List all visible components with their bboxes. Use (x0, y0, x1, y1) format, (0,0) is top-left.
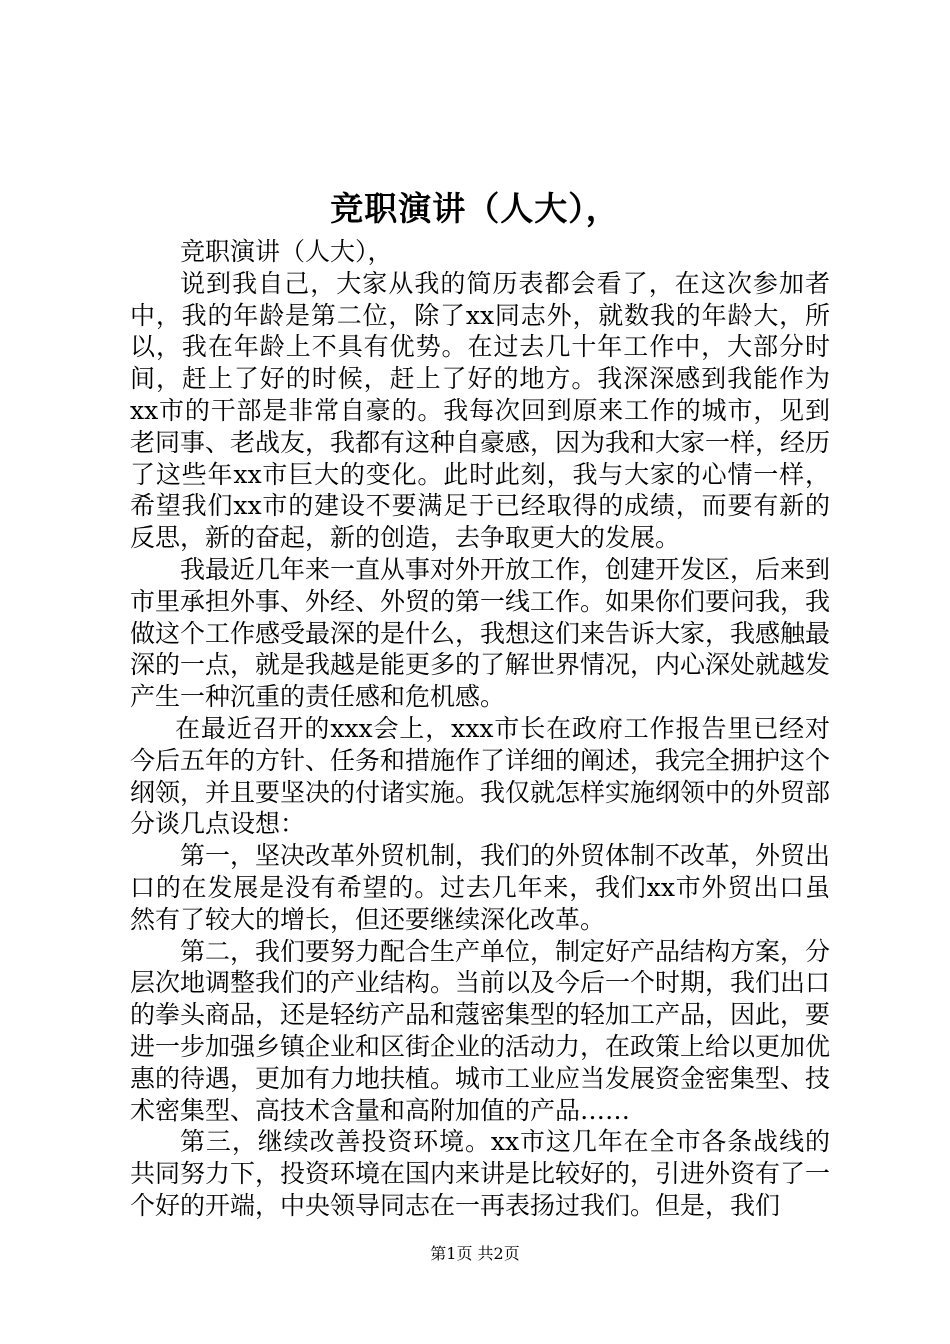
paragraph-heading: 竞职演讲（人大）， (180, 237, 393, 266)
paragraph-work-experience: 我最近几年来一直从事对外开放工作，创建开发区，后来到市里承担外事、外经、外贸的第一线工作。如果你们要问我，我做这个工作感受最深的是什么，我想这们来告诉大家，我感触最深的一点，就是我越是能更多的了解世界情况，内心深处就越发产生一种沉重的责任感和危机感。 (130, 554, 831, 712)
paragraph-plan-intro: 在最近召开的xxx会上，xxx市长在政府工作报告里已经对今后五年的方针、任务和措施作了详细的阐述，我完全拥护这个纲领，并且要坚决的付诸实施。我仅就怎样实施纲领中的外贸部分谈几点设想： (130, 713, 831, 839)
document-body (130, 236, 830, 1222)
paragraph-point-three: 第三，继续改善投资环境。xx市这几年在全市各条战线的共同努力下，投资环境在国内来讲是比较好的，引进外资有了一个好的开端，中央领导同志在一再表扬过我们。但是，我们 (130, 1127, 831, 1220)
paragraph-point-two: 第二，我们要努力配合生产单位，制定好产品结构方案，分层次地调整我们的产业结构。当前以及今后一个时期，我们出口的拳头商品，还是轻纺产品和蔻密集型的轻加工产品，因此，要进一步加强乡镇企业和区街企业的活动力，在政策上给以更加优惠的待遇，更加有力地扶植。城市工业应当发展资金密集型、技术密集型、高技术含量和高附加值的产品…… (130, 936, 831, 1125)
document-title: 竞职演讲（人大）， (330, 189, 620, 228)
page-footer: 第1页 共2页 (430, 1244, 520, 1263)
paragraph-self-intro: 说到我自己，大家从我的简历表都会看了，在这次参加者中，我的年龄是第二位，除了xx同志外，就数我的年龄大，所以，我在年龄上不具有优势。在过去几十年工作中，大部分时间，赶上了好的时候，赶上了好的地方。我深深感到我能作为xx市的干部是非常自豪的。我每次回到原来工作的城市，见到老同事、老战友，我都有这种自豪感，因为我和大家一样，经历了这些年xx市巨大的变化。此时此刻，我与大家的心情一样，希望我们xx市的建设不要满足于已经取得的成绩，而要有新的反思，新的奋起，新的创造，去争取更大的发展。 (130, 268, 831, 553)
paragraph-point-one: 第一，坚决改革外贸机制，我们的外贸体制不改革，外贸出口的在发展是没有希望的。过去几年来，我们xx市外贸出口虽然有了较大的增长，但还要继续深化改革。 (130, 841, 831, 934)
